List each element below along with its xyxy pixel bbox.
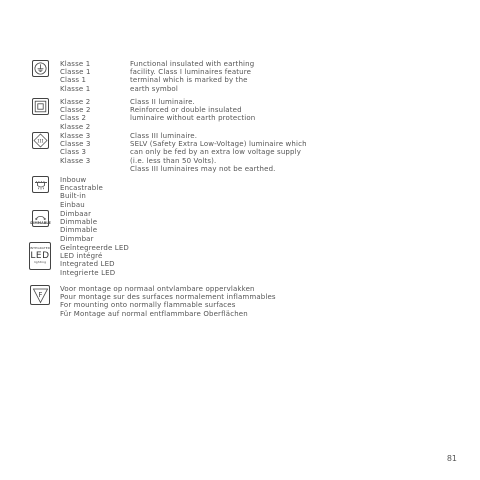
class-3-labels: Klasse 3 Classe 3 Class 3 Klasse 3 <box>60 132 91 165</box>
class-2-labels: Klasse 2 Classe 2 Class 2 Klasse 2 <box>60 98 91 131</box>
class-1-labels: Klasse 1 Classe 1 Class 1 Klasse 1 <box>60 60 91 93</box>
integrated-led-labels: Geïntegreerde LED LED intégré Integrated LED Integrierte LED <box>60 244 129 277</box>
class-2-description: Class II luminaire. Reinforced or double insulated luminaire without earth protection <box>130 98 256 123</box>
class-iii-icon <box>32 132 49 149</box>
integrated-led-icon: INTEGRATED LED lighting <box>29 242 51 270</box>
built-in-icon <box>32 176 49 193</box>
dimmable-icon-text: DIMMABLE <box>30 220 51 225</box>
class-1-description: Functional insulated with earthing facility. Class I luminaires feature terminal which is marked by the earth symbol <box>130 60 255 93</box>
page-number: 81 <box>446 454 457 463</box>
double-square-icon <box>32 98 49 115</box>
f-mark-labels: Voor montage op normaal ontvlambare oppervlakken Pour montage sur des surfaces normalement inflammables For mounting onto normally flammable surfaces Für Montage auf normal entflammbare Oberflächen <box>60 285 276 318</box>
dimmable-labels: Dimbaar Dimmable Dimmable Dimmbar <box>60 210 98 243</box>
earth-symbol-icon <box>32 60 49 77</box>
dimmable-icon <box>32 210 49 227</box>
svg-text:III: III <box>37 138 44 145</box>
f-mark-icon <box>30 285 50 305</box>
svg-text:F: F <box>37 290 43 299</box>
built-in-labels: Inbouw Encastrable Built-in Einbau <box>60 176 103 209</box>
class-3-description: Class III luminaire. SELV (Safety Extra Low-Voltage) luminaire which can only be fed by an extra low voltage supply (i.e. less than 50 Volts). Class III luminaires may not be earthed. <box>130 132 307 173</box>
